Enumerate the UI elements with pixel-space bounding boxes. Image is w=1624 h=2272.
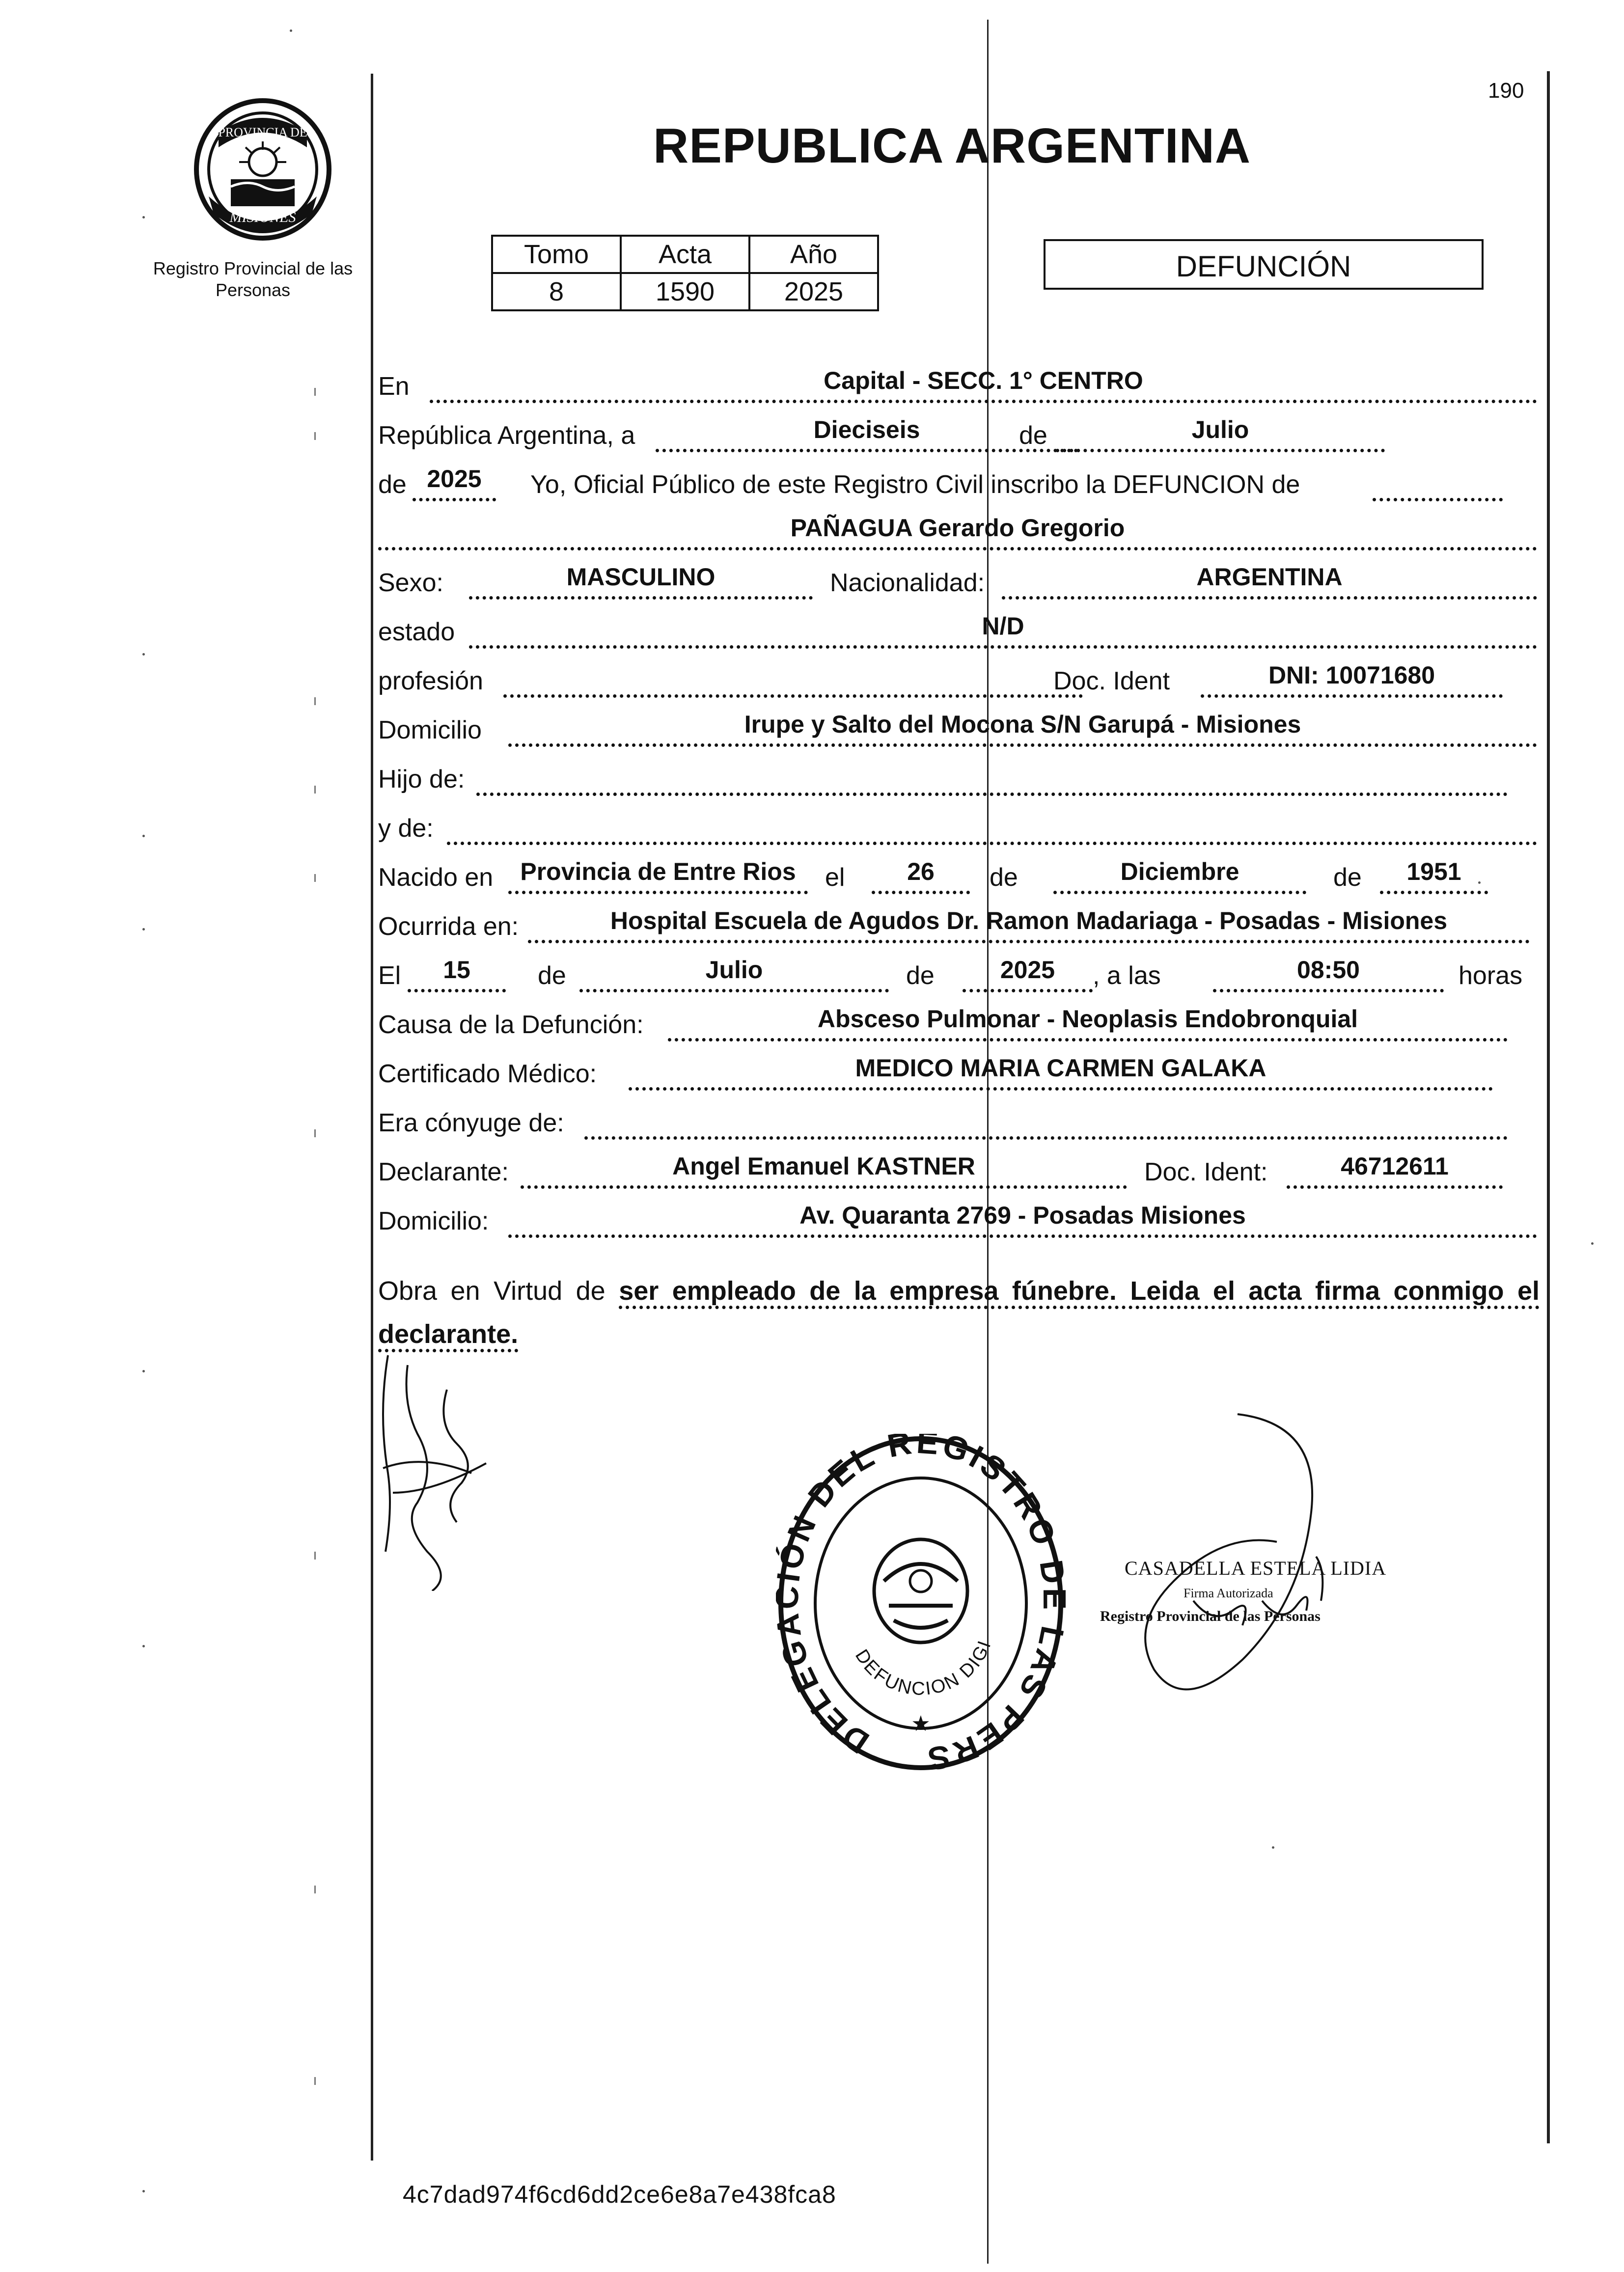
emblem-text-top: PROVINCIA DE xyxy=(218,125,307,139)
row-fecha xyxy=(378,410,1540,452)
ocurrida-field: Hospital Escuela de Agudos Dr. Ramon Madariaga - Posadas - Misiones xyxy=(528,906,1530,943)
scan-speck xyxy=(314,786,316,794)
acta-label: Acta xyxy=(621,236,749,273)
row-name xyxy=(378,508,1540,550)
domicilio-field: Irupe y Salto del Mocona S/N Garupá - Misiones xyxy=(508,710,1537,747)
row-declarante xyxy=(378,1147,1540,1189)
scan-fold-line xyxy=(987,20,989,2264)
row-yde xyxy=(378,803,1540,845)
seal-ring-text: DELEG N DEL REGISTRO AS PERS xyxy=(776,1434,1066,1773)
row-hijo xyxy=(378,754,1540,796)
sexo-label: Sexo: xyxy=(378,569,443,597)
row-inscribo xyxy=(378,459,1540,501)
record-id-table xyxy=(491,235,879,311)
month-field: Julio xyxy=(1056,415,1385,452)
scan-speck xyxy=(142,835,145,837)
registry-name: Registro Provincial de las Personas xyxy=(153,258,353,300)
row-nacido xyxy=(378,852,1540,894)
alas-label: , a las xyxy=(1093,961,1161,990)
nacionalidad-field: ARGENTINA xyxy=(1002,562,1537,600)
nacido-label: Nacido en xyxy=(378,863,494,892)
profesion-label: profesión xyxy=(378,667,483,695)
page-number: 190 xyxy=(1488,79,1524,103)
nacido-field: Provincia de Entre Rios xyxy=(508,857,808,894)
scan-speck xyxy=(142,1645,145,1647)
inscribo-blank xyxy=(1373,464,1503,501)
yde-label: y de: xyxy=(378,814,434,843)
row-fecha-defuncion xyxy=(378,950,1540,992)
scan-speck xyxy=(1591,1242,1594,1245)
estado-label: estado xyxy=(378,618,455,646)
scan-speck xyxy=(314,1886,316,1893)
decl-doc-label: Doc. Ident: xyxy=(1144,1158,1268,1186)
el2-label: El xyxy=(378,961,401,990)
row-causa xyxy=(378,999,1540,1041)
official-org: Registro Provincial de las Personas xyxy=(1100,1608,1321,1624)
tomo-value: 8 xyxy=(492,273,621,310)
document-hash: 4c7dad974f6cd6dd2ce6e8a7e438fca8 xyxy=(403,2181,836,2208)
death-month-field: Julio xyxy=(579,955,889,992)
inscribo-text: Yo, Oficial Público de este Registro Civil inscribo la DEFUNCION de xyxy=(530,470,1300,499)
scan-speck xyxy=(142,928,145,931)
country-title: REPUBLICA ARGENTINA xyxy=(653,118,1251,173)
row-sexo xyxy=(378,557,1540,600)
deceased-name-field: PAÑAGUA Gerardo Gregorio xyxy=(378,513,1537,550)
acta-value: 1590 xyxy=(621,273,749,310)
el-label: el xyxy=(825,863,845,892)
obra-label: Obra en Virtud de xyxy=(378,1276,606,1306)
decl-domicilio-field: Av. Quaranta 2769 - Posadas Misiones xyxy=(508,1201,1537,1238)
scan-speck xyxy=(314,2077,316,2085)
death-de1-label: de xyxy=(538,961,566,990)
birth-month-field: Diciembre xyxy=(1053,857,1306,894)
province-emblem-icon xyxy=(189,88,336,246)
official-name: CASADELLA ESTELA LIDIA xyxy=(1125,1557,1387,1579)
scan-speck xyxy=(314,874,316,882)
scan-speck xyxy=(142,2190,145,2192)
row-ocurrida xyxy=(378,901,1540,943)
official-role: Firma Autorizada xyxy=(1184,1586,1273,1600)
scan-speck xyxy=(314,1129,316,1137)
doc-ident-label: Doc. Ident xyxy=(1053,667,1170,695)
day-field: Dieciseis xyxy=(656,415,1078,452)
scan-speck xyxy=(314,697,316,705)
row-en xyxy=(378,361,1540,403)
row-decl-domicilio xyxy=(378,1196,1540,1238)
scan-speck xyxy=(1272,1846,1274,1849)
domicilio-label: Domicilio xyxy=(378,716,482,744)
year-prefix-label: de xyxy=(378,470,407,499)
certificado-label: Certificado Médico: xyxy=(378,1060,597,1088)
tomo-label: Tomo xyxy=(492,236,621,273)
ocurrida-label: Ocurrida en: xyxy=(378,912,519,941)
sexo-field: MASCULINO xyxy=(469,562,813,600)
emblem-text-bottom: MISIONES xyxy=(229,209,296,225)
hijo-field xyxy=(476,759,1508,796)
conyuge-field xyxy=(584,1102,1508,1140)
row-conyuge xyxy=(378,1097,1540,1140)
horas-label: horas xyxy=(1459,961,1523,990)
scan-speck xyxy=(142,1370,145,1372)
seal-star-icon: ★ xyxy=(911,1712,931,1736)
estado-field: N/D xyxy=(469,611,1537,649)
profesion-field xyxy=(503,660,1083,698)
decl-doc-field: 46712611 xyxy=(1287,1151,1503,1189)
document-type: DEFUNCIÓN xyxy=(1044,239,1484,290)
scan-speck xyxy=(314,1552,316,1560)
en-label: En xyxy=(378,372,410,401)
year-field: 2025 xyxy=(413,464,496,501)
certificado-field: MEDICO MARIA CARMEN GALAKA xyxy=(629,1053,1493,1091)
doc-ident-field: DNI: 10071680 xyxy=(1201,660,1503,698)
causa-field: Absceso Pulmonar - Neoplasis Endobronquial xyxy=(668,1004,1508,1041)
nacionalidad-label: Nacionalidad: xyxy=(830,569,985,597)
birth-de2-label: de xyxy=(1333,863,1362,892)
anio-value: 2025 xyxy=(749,273,878,310)
scan-speck xyxy=(314,388,316,396)
obra-paragraph xyxy=(378,1269,1540,1356)
row-domicilio xyxy=(378,705,1540,747)
republica-label: República Argentina, a xyxy=(378,421,635,450)
delegacion-seal xyxy=(776,1434,1066,1773)
left-margin-rule xyxy=(371,74,373,2161)
row-estado xyxy=(378,606,1540,649)
anio-label: Año xyxy=(749,236,878,273)
birth-de1-label: de xyxy=(990,863,1018,892)
yde-field xyxy=(447,808,1537,845)
death-de2-label: de xyxy=(906,961,935,990)
scan-speck xyxy=(290,29,292,32)
declarant-signature xyxy=(373,1345,501,1591)
decl-domicilio-label: Domicilio: xyxy=(378,1207,489,1235)
row-certificado xyxy=(378,1048,1540,1091)
causa-label: Causa de la Defunción: xyxy=(378,1011,644,1039)
declarante-label: Declarante: xyxy=(378,1158,509,1186)
obra-field: ser empleado de la empresa fúnebre. Leida el acta firma conmigo el declarante. xyxy=(378,1276,1540,1352)
right-margin-rule xyxy=(1547,71,1550,2143)
hijo-label: Hijo de: xyxy=(378,765,465,794)
scan-speck xyxy=(142,653,145,656)
seal-inner-text: DEFUNCION DIGI xyxy=(851,1637,996,1699)
birth-year-field: 1951 xyxy=(1380,857,1488,894)
row-profesion xyxy=(378,656,1540,698)
death-day-field: 15 xyxy=(408,955,506,992)
scan-speck xyxy=(142,216,145,219)
birth-day-field: 26 xyxy=(872,857,970,894)
conyuge-label: Era cónyuge de: xyxy=(378,1109,564,1137)
scan-speck xyxy=(314,432,316,440)
de-label: de xyxy=(1019,421,1047,450)
death-time-field: 08:50 xyxy=(1213,955,1444,992)
declarante-field: Angel Emanuel KASTNER xyxy=(521,1151,1127,1189)
en-field: Capital - SECC. 1° CENTRO xyxy=(430,366,1537,403)
death-year-field: 2025 xyxy=(963,955,1093,992)
